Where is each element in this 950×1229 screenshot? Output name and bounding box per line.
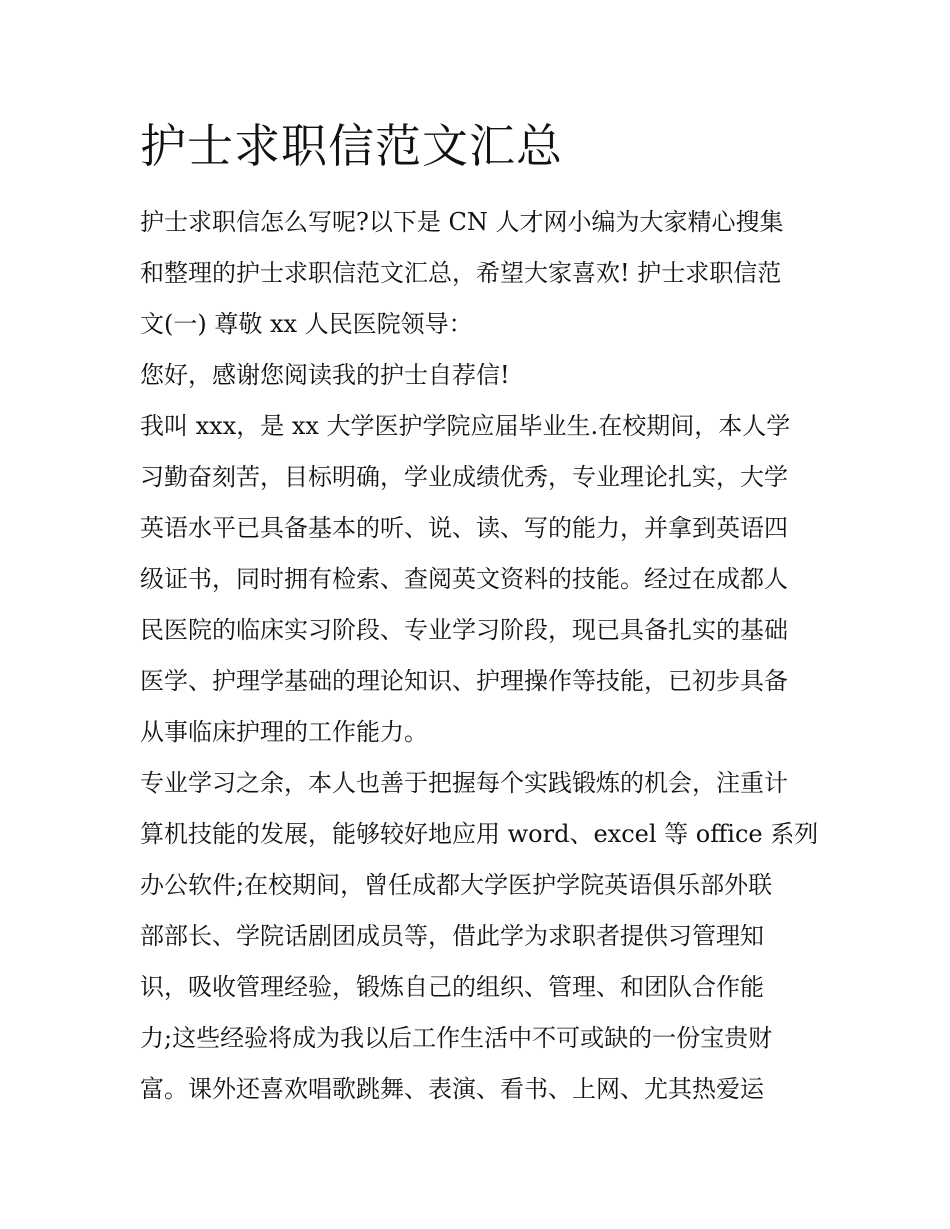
paragraph-line: 民医院的临床实习阶段、专业学习阶段，现已具备扎实的基础 — [140, 616, 788, 644]
paragraph-line: 我叫 xxx，是 xx 大学医护学院应届毕业生.在校期间，本人学 — [140, 412, 791, 440]
paragraph-line: 从事临床护理的工作能力。 — [140, 718, 428, 746]
paragraph-line: 级证书，同时拥有检索、查阅英文资料的技能。经过在成都人 — [140, 565, 788, 593]
document-title: 护士求职信范文汇总 — [140, 119, 563, 173]
paragraph-line: 您好，感谢您阅读我的护士自荐信! — [140, 361, 510, 389]
paragraph-line: 富。课外还喜欢唱歌跳舞、表演、看书、上网、尤其热爱运 — [140, 1075, 764, 1103]
paragraph-line: 专业学习之余，本人也善于把握每个实践锻炼的机会，注重计 — [140, 769, 788, 797]
paragraph-line: 医学、护理学基础的理论知识、护理操作等技能，已初步具备 — [140, 667, 788, 695]
paragraph-line: 护士求职信怎么写呢?以下是 CN 人才网小编为大家精心搜集 — [140, 208, 784, 236]
paragraph-line: 部部长、学院话剧团成员等，借此学为求职者提供习管理知 — [140, 922, 764, 950]
paragraph-line: 和整理的护士求职信范文汇总，希望大家喜欢! 护士求职信范 — [140, 259, 782, 287]
paragraph-line: 习勤奋刻苦，目标明确，学业成绩优秀，专业理论扎实，大学 — [140, 463, 788, 491]
paragraph-line: 算机技能的发展，能够较好地应用 word、excel 等 office 系列 — [140, 820, 819, 848]
paragraph-line: 办公软件;在校期间，曾任成都大学医护学院英语俱乐部外联 — [140, 871, 773, 899]
paragraph-line: 英语水平已具备基本的听、说、读、写的能力，并拿到英语四 — [140, 514, 788, 542]
paragraph-line: 识，吸收管理经验，锻炼自己的组织、管理、和团队合作能 — [140, 973, 764, 1001]
paragraph-line: 力;这些经验将成为我以后工作生活中不可或缺的一份宝贵财 — [140, 1024, 773, 1052]
paragraph-line: 文(一) 尊敬 xx 人民医院领导： — [140, 310, 473, 338]
